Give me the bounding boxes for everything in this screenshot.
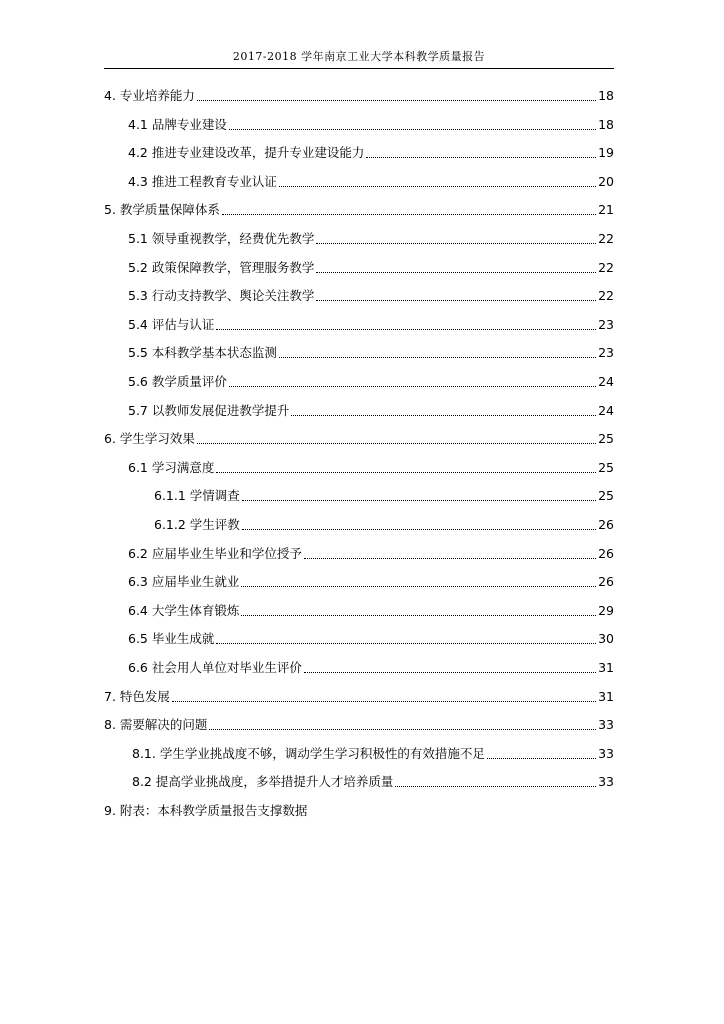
toc-entry-label: 6.2 应届毕业生毕业和学位授予 bbox=[128, 545, 302, 561]
toc-entry[interactable] bbox=[128, 287, 614, 305]
toc-entry-page: 33 bbox=[598, 745, 614, 761]
toc-entry-label: 5.1 领导重视教学，经费优先教学 bbox=[128, 231, 315, 246]
toc-entry-label: 6.6 社会用人单位对毕业生评价 bbox=[128, 660, 302, 675]
toc-entry-page: 18 bbox=[598, 116, 614, 132]
toc-dot-leader bbox=[366, 157, 596, 158]
toc-entry-page: 31 bbox=[598, 660, 614, 675]
toc-entry[interactable] bbox=[132, 773, 614, 791]
toc-entry[interactable] bbox=[128, 402, 614, 420]
toc-entry-page: 30 bbox=[598, 631, 614, 647]
toc-dot-leader bbox=[291, 415, 596, 416]
toc-entry[interactable] bbox=[132, 745, 614, 763]
toc-entry[interactable] bbox=[154, 487, 614, 505]
toc-dot-leader bbox=[279, 357, 596, 358]
toc-entry-page: 29 bbox=[598, 602, 614, 618]
toc-entry-page: 26 bbox=[598, 545, 614, 561]
toc-dot-leader bbox=[242, 529, 596, 530]
toc-entry-page: 25 bbox=[598, 459, 614, 475]
toc-entry-label: 4.3 推进工程教育专业认证 bbox=[128, 173, 277, 189]
toc-entry-label: 5.6 教学质量评价 bbox=[128, 374, 227, 389]
toc-dot-leader bbox=[279, 186, 596, 187]
toc-dot-leader bbox=[241, 586, 596, 587]
toc-entry[interactable] bbox=[128, 602, 614, 620]
toc-entry-label: 6.1.1 学情调查 bbox=[154, 488, 240, 504]
toc-entry-page: 22 bbox=[598, 288, 614, 304]
toc-entry-label: 5.7 以教师发展促进教学提升 bbox=[128, 402, 290, 418]
toc-entry[interactable] bbox=[128, 373, 614, 391]
toc-dot-leader bbox=[316, 300, 596, 301]
toc-entry-page: 25 bbox=[598, 431, 614, 447]
toc-dot-leader bbox=[395, 786, 596, 787]
toc-entry-page: 26 bbox=[598, 574, 614, 590]
toc-entry-page: 33 bbox=[598, 774, 614, 790]
toc-entry-label: 5.2 政策保障教学，管理服务教学 bbox=[128, 259, 315, 275]
toc-dot-leader bbox=[216, 472, 596, 473]
toc-entry-page: 22 bbox=[598, 259, 614, 275]
toc-dot-leader bbox=[316, 272, 596, 273]
toc-entry[interactable] bbox=[128, 316, 614, 334]
toc-dot-leader bbox=[197, 443, 596, 444]
toc-dot-leader bbox=[304, 672, 596, 673]
toc-entry-label: 8. 需要解决的问题 bbox=[104, 717, 208, 733]
toc-entry-page: 23 bbox=[598, 316, 614, 332]
toc-entry-label: 6.4 大学生体育锻炼 bbox=[128, 602, 240, 618]
toc-entry-page: 19 bbox=[598, 145, 614, 161]
toc-entry-page: 31 bbox=[598, 688, 614, 704]
toc-entry-label: 6.1 学习满意度 bbox=[128, 459, 215, 475]
toc-entry-page: 22 bbox=[598, 231, 614, 246]
toc-dot-leader bbox=[316, 243, 596, 244]
toc-entry-label: 4. 专业培养能力 bbox=[104, 88, 195, 103]
toc-entry[interactable] bbox=[104, 430, 614, 448]
header-title: 2017-2018 学年南京工业大学本科教学质量报告 bbox=[232, 50, 486, 63]
toc-entry[interactable] bbox=[128, 545, 614, 563]
toc-entry-label: 6.3 应届毕业生就业 bbox=[128, 574, 240, 590]
toc-entry-page: 20 bbox=[598, 173, 614, 189]
toc-dot-leader bbox=[172, 701, 596, 702]
toc-entry[interactable] bbox=[104, 716, 614, 734]
toc-dot-leader bbox=[222, 214, 596, 215]
toc-entry-label: 5. 教学质量保障体系 bbox=[104, 202, 220, 218]
toc-entry-label: 9. 附表：本科教学质量报告支撑数据 bbox=[104, 803, 308, 818]
toc-entry-label: 8.1. 学生学业挑战度不够，调动学生学习积极性的有效措施不足 bbox=[132, 745, 485, 761]
toc-entry[interactable] bbox=[128, 630, 614, 648]
toc-entry-label: 6. 学生学习效果 bbox=[104, 431, 195, 447]
toc-entry-label: 8.2 提高学业挑战度，多举措提升人才培养质量 bbox=[132, 774, 394, 790]
toc-entry[interactable] bbox=[104, 87, 614, 105]
toc-entry-label: 4.1 品牌专业建设 bbox=[128, 116, 227, 132]
toc-entry-page: 18 bbox=[598, 88, 614, 103]
toc-dot-leader bbox=[241, 615, 596, 616]
toc-entry-page: 21 bbox=[598, 202, 614, 218]
toc-entry-label: 5.5 本科教学基本状态监测 bbox=[128, 345, 277, 361]
toc-entry[interactable] bbox=[154, 516, 614, 534]
toc-entry[interactable] bbox=[128, 344, 614, 362]
toc-entry[interactable] bbox=[104, 201, 614, 219]
toc-entry[interactable] bbox=[128, 116, 614, 134]
toc-entry[interactable] bbox=[128, 659, 614, 677]
toc-entry-page: 26 bbox=[598, 517, 614, 532]
toc-entry-label: 6.5 毕业生成就 bbox=[128, 631, 215, 647]
toc-entry[interactable] bbox=[128, 573, 614, 591]
toc-entry-label: 4.2 推进专业建设改革，提升专业建设能力 bbox=[128, 145, 365, 161]
toc-dot-leader bbox=[229, 129, 596, 130]
toc-dot-leader bbox=[209, 729, 596, 730]
toc-entry[interactable] bbox=[128, 459, 614, 477]
toc-entry-page: 24 bbox=[598, 402, 614, 418]
toc-dot-leader bbox=[242, 500, 596, 501]
toc-dot-leader bbox=[216, 643, 596, 644]
toc-entry[interactable] bbox=[104, 688, 614, 706]
toc-entry[interactable] bbox=[128, 259, 614, 277]
toc-entry-label: 7. 特色发展 bbox=[104, 688, 170, 704]
toc-dot-leader bbox=[197, 100, 596, 101]
toc-entry-page: 23 bbox=[598, 345, 614, 361]
toc-entry-page: 25 bbox=[598, 488, 614, 504]
toc-dot-leader bbox=[229, 386, 596, 387]
toc-entry-label: 5.3 行动支持教学、舆论关注教学 bbox=[128, 288, 315, 304]
toc-dot-leader bbox=[487, 758, 596, 759]
toc-entry-label: 6.1.2 学生评教 bbox=[154, 517, 240, 532]
toc-entry-page: 24 bbox=[598, 374, 614, 389]
toc-entry[interactable] bbox=[128, 144, 614, 162]
toc-entry[interactable] bbox=[128, 230, 614, 248]
toc-entry[interactable] bbox=[128, 173, 614, 191]
toc-entry-label: 5.4 评估与认证 bbox=[128, 316, 215, 332]
toc-entry-page: 33 bbox=[598, 717, 614, 733]
toc-dot-leader bbox=[216, 329, 596, 330]
toc-entry[interactable] bbox=[104, 802, 614, 820]
toc-dot-leader bbox=[304, 558, 596, 559]
